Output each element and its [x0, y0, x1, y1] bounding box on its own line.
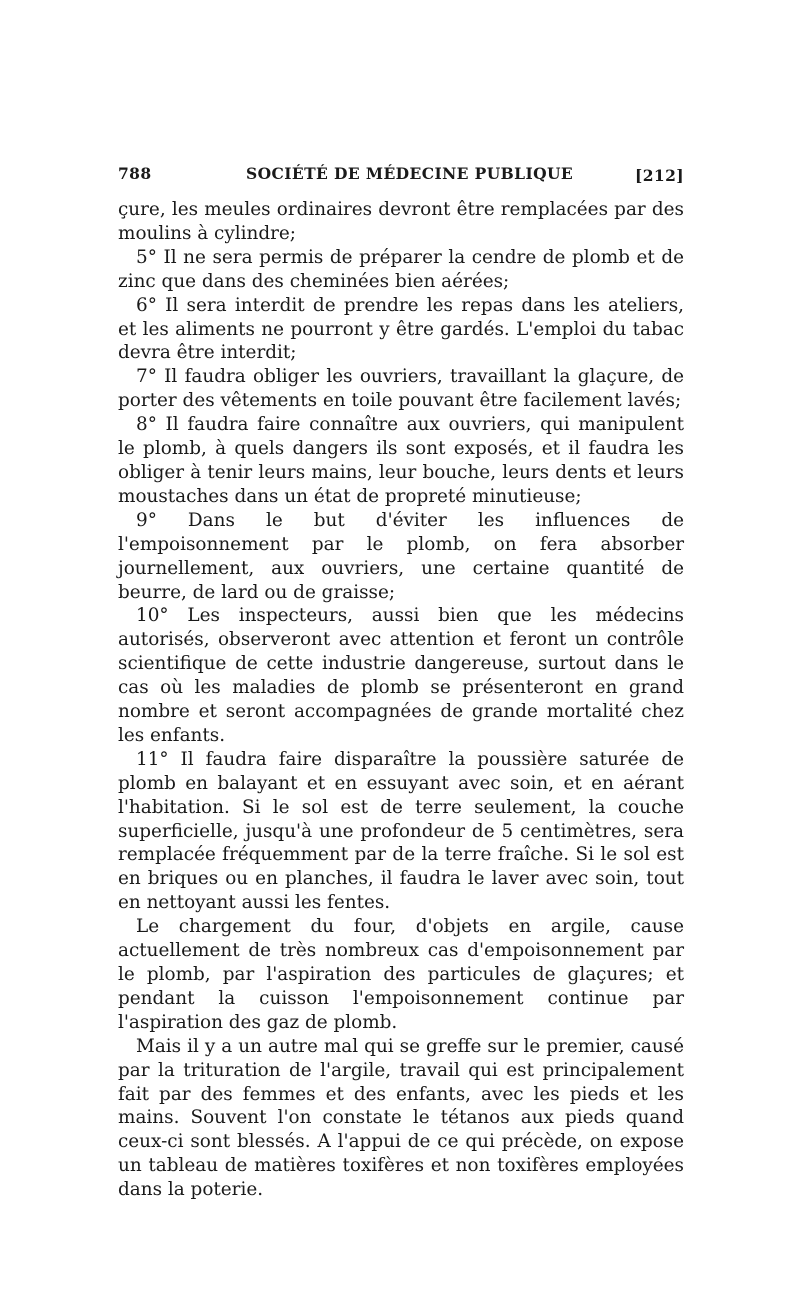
- page-number: 788: [118, 164, 152, 183]
- paragraph-clay-trituration: Mais il y a un autre mal qui se greffe sur le premier, causé par la trituration de l'argile, travail qui est principalement fait par des femmes et des enfants, avec les pieds et les mains. Souvent l'on constate le tétanos aux pieds quand ceux-ci sont blessés. A l'appui de ce qui précède, on expose un tableau de matières toxifères et non toxifères employées dans la poterie.: [118, 1035, 684, 1201]
- paragraph-item-10: 10° Les inspecteurs, aussi bien que les médecins autorisés, observeront avec attention et feront un contrôle scientifique de cette industrie dangereuse, surtout dans le cas où les maladies de plomb se présenteront en grand nombre et seront accompagnées de grande mortalité chez les enfants.: [118, 605, 684, 746]
- paragraph-item-6: 6° Il sera interdit de prendre les repas dans les ateliers, et les aliments ne pourront y être gardés. L'emploi du tabac devra être interdit;: [118, 294, 684, 364]
- paragraph-item-7: 7° Il faudra obliger les ouvriers, travaillant la glaçure, de porter des vêtements en toile pouvant être facilement lavés;: [118, 366, 684, 412]
- paragraph-item-8: 8° Il faudra faire connaître aux ouvriers, qui manipulent le plomb, à quels dangers ils sont exposés, et il faudra les obliger à tenir leurs mains, leur bouche, leurs dents et leurs moustaches dans un état de propreté minutieuse;: [118, 414, 684, 507]
- running-head: [118, 160, 684, 188]
- paragraph-item-11: 11° Il faudra faire disparaître la poussière saturée de plomb en balayant et en essuyant avec soin, et en aérant l'habitation. Si le sol est de terre seulement, la couche superficielle, jusqu'à une profondeur de 5 centimètres, sera remplacée fréquemment par de la terre fraîche. Si le sol est en briques ou en planches, il faudra le laver avec soin, tout en nettoyant aussi les fentes.: [118, 748, 684, 914]
- paragraph-item-5: 5° Il ne sera permis de préparer la cendre de plomb et de zinc que dans des cheminées bien aérées;: [118, 246, 684, 292]
- paragraph-furnace-loading: Le chargement du four, d'objets en argile, cause actuellement de très nombreux cas d'empoisonnement par le plomb, par l'aspiration des particules de glaçures; et pendant la cuisson l'empoisonnement continue par l'aspiration des gaz de plomb.: [118, 916, 684, 1033]
- section-number: [212]: [634, 166, 684, 185]
- paragraph-continuation: çure, les meules ordinaires devront être remplacées par des moulins à cylindre;: [118, 199, 684, 244]
- paragraph-item-9: 9° Dans le but d'éviter les influences de l'empoisonnement par le plomb, on fera absorber journellement, aux ouvriers, une certaine quantité de beurre, de lard ou de graisse;: [118, 509, 684, 603]
- journal-title: SOCIÉTÉ DE MÉDECINE PUBLIQUE: [246, 164, 574, 183]
- body-text: [118, 198, 684, 1202]
- document-page: [118, 160, 684, 1202]
